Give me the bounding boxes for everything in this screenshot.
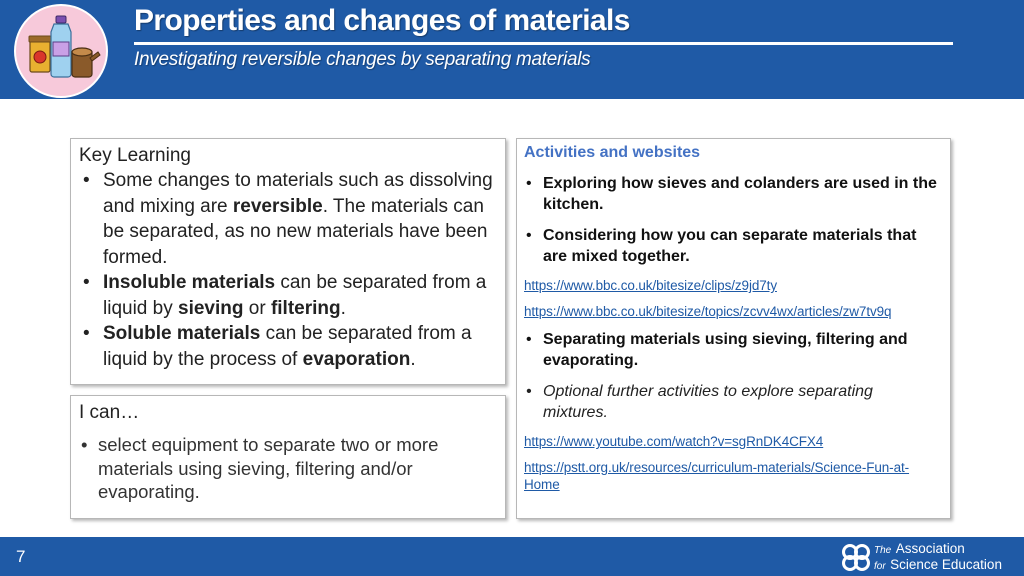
pstt-link[interactable]: https://pstt.org.uk/resources/curriculum-materials/Science-Fun-at-Home xyxy=(524,460,910,492)
i-can-list xyxy=(79,433,497,504)
activity-item: • Separating materials using sieving, filtering and evaporating. xyxy=(524,329,942,371)
key-learning-heading: Key Learning xyxy=(79,145,191,166)
materials-logo-icon xyxy=(14,4,108,98)
title-underline xyxy=(134,42,953,45)
bbc-clip-link[interactable]: https://www.bbc.co.uk/bitesize/clips/z9jd7ty xyxy=(524,278,777,293)
ase-logo-icon xyxy=(842,543,870,571)
activities-box xyxy=(516,138,951,519)
i-can-box xyxy=(70,395,506,519)
ase-logo xyxy=(842,541,1022,573)
ase-logo-text: The Association for Science Education xyxy=(874,541,1002,572)
i-can-item: • select equipment to separate two or more materials using sieving, filtering and/or evaporating. xyxy=(79,433,497,504)
activities-heading: Activities and websites xyxy=(524,144,701,161)
header-bar xyxy=(0,0,1024,99)
key-learning-item: • Insoluble materials can be separated from a liquid by sieving or filtering. xyxy=(79,270,497,321)
i-can-heading: I can… xyxy=(79,402,140,423)
key-learning-item: • Soluble materials can be separated from a liquid by the process of evaporation. xyxy=(79,321,497,372)
key-learning-box xyxy=(70,138,506,385)
page-title: Properties and changes of materials xyxy=(134,4,630,37)
page-subtitle: Investigating reversible changes by separating materials xyxy=(134,49,591,70)
youtube-link[interactable]: https://www.youtube.com/watch?v=sgRnDK4CFX4 xyxy=(524,434,824,449)
activity-item: • Considering how you can separate materials that are mixed together. xyxy=(524,225,942,267)
activity-item-optional: • Optional further activities to explore separating mixtures. xyxy=(524,381,942,423)
footer-bar xyxy=(0,537,1024,576)
bbc-article-link[interactable]: https://www.bbc.co.uk/bitesize/topics/zcvv4wx/articles/zw7tv9q xyxy=(524,304,892,319)
key-learning-item: • Some changes to materials such as dissolving and mixing are reversible. The materials can be separated, as no new materials have been formed. xyxy=(79,168,497,270)
activity-item: • Exploring how sieves and colanders are used in the kitchen. xyxy=(524,173,942,215)
key-learning-list xyxy=(79,168,497,372)
page-number: 7 xyxy=(16,547,26,566)
